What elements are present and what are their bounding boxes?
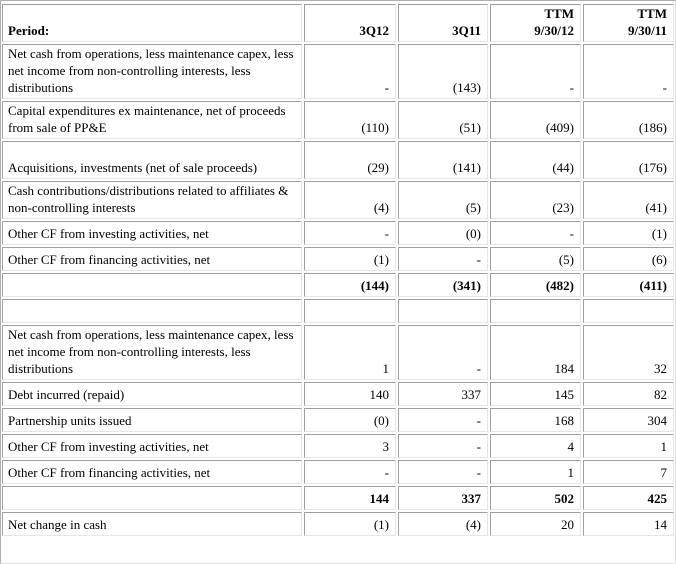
cell-value: (1)	[304, 247, 396, 271]
cell-value: (51)	[398, 101, 488, 139]
table-row	[2, 221, 674, 245]
cell-value: -	[398, 460, 488, 484]
cell-value: -	[490, 44, 581, 99]
cell-value: (5)	[490, 247, 581, 271]
col-header-text: 3Q12	[359, 23, 389, 38]
cell-value: 168	[490, 408, 581, 432]
row-label: Debt incurred (repaid)	[2, 382, 302, 406]
cell-value: (143)	[398, 44, 488, 99]
row-label: Partnership units issued	[2, 408, 302, 432]
cell-value: -	[304, 44, 396, 99]
row-label: Capital expenditures ex maintenance, net of proceeds from sale of PP&E	[2, 101, 302, 139]
cell-value: -	[304, 460, 396, 484]
row-label: Other CF from financing activities, net	[2, 247, 302, 271]
col-header-text: TTM 9/30/11	[627, 6, 667, 38]
cell-value: -	[490, 221, 581, 245]
row-label	[2, 299, 302, 323]
cell-value: 145	[490, 382, 581, 406]
cell-value: (0)	[304, 408, 396, 432]
cell-value: -	[398, 434, 488, 458]
cell-value: (23)	[490, 181, 581, 219]
table-row	[2, 382, 674, 406]
row-label: Net cash from operations, less maintenance capex, less net income from non-controlling interests, less distributions	[2, 44, 302, 99]
table-row	[2, 273, 674, 297]
cell-value: (141)	[398, 141, 488, 179]
header-row	[2, 4, 674, 42]
cell-value: 304	[583, 408, 674, 432]
cell-value: 20	[490, 512, 581, 536]
cell-value: 3	[304, 434, 396, 458]
row-label: Acquisitions, investments (net of sale proceeds)	[2, 141, 302, 179]
cell-value	[490, 299, 581, 323]
cell-value: (29)	[304, 141, 396, 179]
col-header-3q11	[398, 4, 488, 42]
cell-value: (1)	[304, 512, 396, 536]
cell-value: 425	[583, 486, 674, 510]
cell-value: 32	[583, 325, 674, 380]
cell-value: (176)	[583, 141, 674, 179]
row-label: Net cash from operations, less maintenance capex, less net income from non-controlling interests, less distributions	[2, 325, 302, 380]
cell-value: -	[304, 221, 396, 245]
table-row	[2, 247, 674, 271]
cell-value: (482)	[490, 273, 581, 297]
cell-value	[398, 299, 488, 323]
row-label: Cash contributions/distributions related to affiliates & non-controlling interests	[2, 181, 302, 219]
cell-value: (4)	[304, 181, 396, 219]
cell-value: 337	[398, 486, 488, 510]
cell-value: -	[398, 247, 488, 271]
cell-value: 502	[490, 486, 581, 510]
cash-flow-table	[0, 2, 676, 538]
table-row	[2, 434, 674, 458]
cell-value: (44)	[490, 141, 581, 179]
row-label	[2, 273, 302, 297]
cell-value: 1	[490, 460, 581, 484]
cell-value: 7	[583, 460, 674, 484]
row-label	[2, 486, 302, 510]
table-row	[2, 101, 674, 139]
cell-value: -	[398, 325, 488, 380]
cell-value: (4)	[398, 512, 488, 536]
table-row	[2, 486, 674, 510]
cell-value: 140	[304, 382, 396, 406]
table-row	[2, 141, 674, 179]
cell-value	[583, 299, 674, 323]
cell-value: (409)	[490, 101, 581, 139]
cell-value: (186)	[583, 101, 674, 139]
cell-value: 1	[304, 325, 396, 380]
cell-value: -	[583, 44, 674, 99]
cell-value: 144	[304, 486, 396, 510]
cell-value	[304, 299, 396, 323]
col-header-text: 3Q11	[452, 23, 481, 38]
col-header-3q12	[304, 4, 396, 42]
cell-value: 14	[583, 512, 674, 536]
col-header-ttm-9-30-11	[583, 4, 674, 42]
table-row	[2, 408, 674, 432]
row-label: Other CF from investing activities, net	[2, 434, 302, 458]
cell-value: 337	[398, 382, 488, 406]
cell-value: (144)	[304, 273, 396, 297]
table-row	[2, 512, 674, 536]
table-row	[2, 181, 674, 219]
table-row	[2, 325, 674, 380]
cell-value: 1	[583, 434, 674, 458]
col-header-ttm-9-30-12	[490, 4, 581, 42]
cell-value: (341)	[398, 273, 488, 297]
table-row	[2, 299, 674, 323]
table-row	[2, 460, 674, 484]
cell-value: (0)	[398, 221, 488, 245]
cell-value: (110)	[304, 101, 396, 139]
cell-value: (411)	[583, 273, 674, 297]
cell-value: (1)	[583, 221, 674, 245]
row-label: Other CF from financing activities, net	[2, 460, 302, 484]
table-row	[2, 44, 674, 99]
cell-value: (6)	[583, 247, 674, 271]
cell-value: 4	[490, 434, 581, 458]
period-header: Period:	[2, 4, 302, 42]
cell-value: 82	[583, 382, 674, 406]
cell-value: (5)	[398, 181, 488, 219]
cell-value: -	[398, 408, 488, 432]
cell-value: 184	[490, 325, 581, 380]
cell-value: (41)	[583, 181, 674, 219]
row-label: Net change in cash	[2, 512, 302, 536]
row-label: Other CF from investing activities, net	[2, 221, 302, 245]
col-header-text: TTM 9/30/12	[534, 6, 574, 38]
